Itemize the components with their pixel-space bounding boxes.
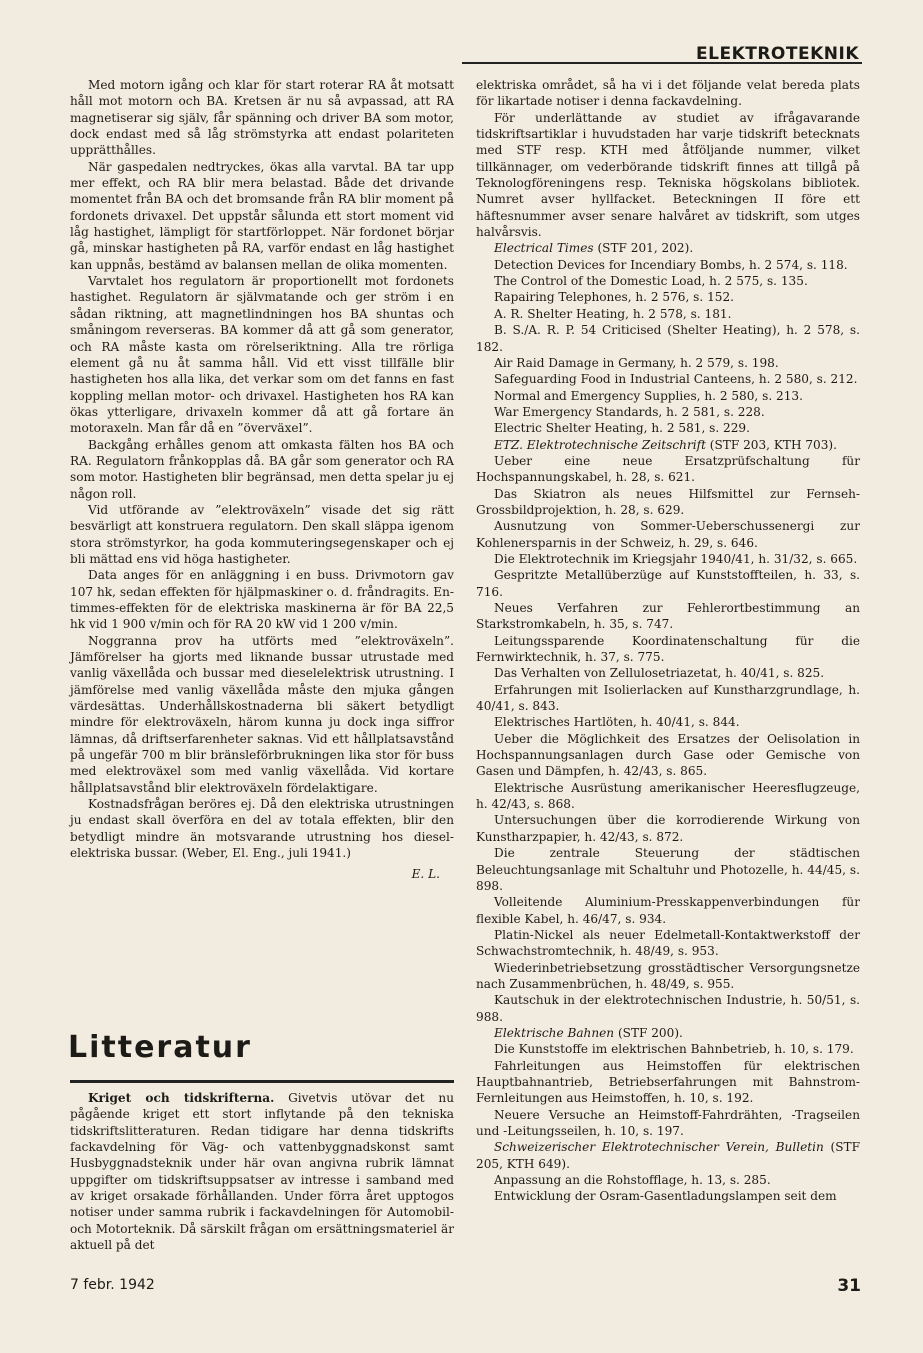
- article-entry: Das Skiatron als neues Hilfsmittel zur Fernseh-Grossbildprojektion, h. 28, s. 629.: [476, 486, 860, 517]
- literature-heading: Litteratur: [68, 1030, 252, 1065]
- article-column-right: [476, 77, 860, 1205]
- literature-text: Givetvis utövar det nu pågående kriget ett stort inflytande på den tekniska tidskriftslitteraturen. Redan tidigare har denna tidskrifts fackavdelning för Väg- och vattenbyggnadskonst samt Husbyggnadsteknik under här ovan angivna rubrik lämnat uppgifter om tidskriftsuppsatser av intresse i samband med av kriget orsakade förhållanden. Under förra året upptogos notiser under samma rubrik i fackavdelningen för Automobil- och Motorteknik. Då särskilt frågan om ersättningsmateriel är aktuell på det: [70, 1091, 454, 1253]
- journal-title: Schweizerischer Elektrotechnischer Verein, Bulletin: [494, 1140, 824, 1155]
- journal-code: (STF 201, 202).: [593, 241, 694, 256]
- article-entry: Das Verhalten von Zellulosetriazetat, h. 40/41, s. 825.: [494, 666, 825, 681]
- article-entry: Fahrleitungen aus Heimstoffen für elektrischen Hauptbahnantrieb, Betriebserfahrungen mit Bahnstrom-Fernleitungen aus Heimstoffen, h. 10, s. 192.: [476, 1058, 860, 1106]
- article-paragraph: Med motorn igång och klar för start roterar RA åt motsatt håll mot motorn och BA. Kretsen är nu så avpassad, att RA magnetiserar sig själv, får spänning och driver BA som motor, dock endast med så låg strömstyrka att endast polariteten upprätthålles.: [70, 78, 454, 158]
- literature-lead: Kriget och tidskrifterna.: [88, 1091, 275, 1105]
- literature-paragraph: [70, 1090, 454, 1253]
- article-paragraph: Noggranna prov ha utförts med ”elektroväxeln”. Jämförelser ha gjorts med liknande bussar utrustade med vanlig växellåda och bussar med dieselelektrisk utrustning. I jämförelse med vanlig växellåda måste den mjuka gången värdesättas. Underhållskostnaderna bli säkert betydligt mindre för elektroväxeln, härom kunna ju dock inga siffror lämnas, då driftserfarenheter saknas. Vid ett hållplatsavstånd på ungefär 700 m blir bränsleförbrukningen lika stor för buss med elektroväxel som med vanlig växellåda. Vid kortare hållplatsavstånd blir elektroväxeln fördelaktigare.: [70, 633, 454, 795]
- article-entry: Air Raid Damage in Germany, h. 2 579, s. 198.: [494, 355, 779, 370]
- article-entry: Ueber die Möglichkeit des Ersatzes der Oelisolation in Hochspannungsanlagen durch Gase oder Gemische von Gasen und Dämpfen, h. 42/43, s. 865.: [476, 731, 860, 779]
- article-paragraph: Backgång erhålles genom att omkasta fälten hos BA och RA. Regulatorn frånkopplas då. BA går som generator och RA som motor. Hastigheten blir begränsad, men detta spelar ju ej någon roll.: [70, 437, 454, 501]
- article-paragraph: När gaspedalen nedtryckes, ökas alla varvtal. BA tar upp mer effekt, och RA blir mera belastad. Både det drivande momentet från BA och det bromsande från RA blir moment på fordonets drivaxel. Det uppstår sålunda ett stort moment vid låg hastighet, lämpligt för startförloppet. När fordonet börjar gå, minskar hastigheten på RA, varför endast en låg hastighet kan uppnås, bestämd av balansen mellan de olika momenten.: [70, 159, 454, 272]
- article-entry: Gespritzte Metallüberzüge auf Kunststoffteilen, h. 33, s. 716.: [476, 568, 860, 599]
- journal-source: [476, 437, 860, 453]
- article-entry: Untersuchungen über die korrodierende Wirkung von Kunstharzpapier, h. 42/43, s. 872.: [476, 813, 860, 844]
- article-entry: Anpassung an die Rohstofflage, h. 13, s. 285.: [494, 1173, 771, 1188]
- journal-code: (STF 200).: [614, 1025, 683, 1040]
- article-entry: Normal and Emergency Supplies, h. 2 580, s. 213.: [494, 388, 803, 403]
- journal-source: [476, 1025, 860, 1041]
- journal-code: (STF 203, KTH 703).: [705, 437, 837, 452]
- issue-date: 7 febr. 1942: [70, 1277, 155, 1293]
- article-entry: Wiederinbetriebsetzung grosstädtischer Versorgungsnetze nach Zusammenbrüchen, h. 48/49, s. 955.: [476, 960, 860, 991]
- article-entry: Ausnutzung von Sommer-Ueberschussenergi zur Kohlenersparnis in der Schweiz, h. 29, s. 646.: [476, 519, 860, 550]
- literature-rule: [70, 1080, 454, 1083]
- literature-column: [70, 1090, 454, 1253]
- journal-source: [476, 1139, 860, 1172]
- article-entry: A. R. Shelter Heating, h. 2 578, s. 181.: [494, 306, 732, 321]
- page-number: 31: [837, 1276, 861, 1296]
- intro-paragraph: elektriska området, så ha vi i det följande velat bereda plats för likartade notiser i denna fackavdelning.: [476, 78, 860, 109]
- article-column-left: [70, 77, 454, 882]
- article-entry: Kautschuk in der elektrotechnischen Industrie, h. 50/51, s. 988.: [476, 993, 860, 1024]
- article-entry: The Control of the Domestic Load, h. 2 575, s. 135.: [494, 274, 808, 289]
- article-entry: Die Elektrotechnik im Kriegsjahr 1940/41, h. 31/32, s. 665.: [494, 551, 858, 566]
- article-entry: Electric Shelter Heating, h. 2 581, s. 229.: [494, 421, 750, 436]
- article-paragraph: Kostnadsfrågan beröres ej. Då den elektriska utrustningen ju endast skall överföra en del av totala effekten, blir den betydligt mindre än motsvarande utrustning hos diesel-elektriska bussar. (Weber, El. Eng., juli 1941.): [70, 797, 454, 861]
- article-paragraph: Data anges för en anläggning i en buss. Drivmotorn gav 107 hk, sedan effekten för hjälpmaskiner o. d. fråndragits. En-timmes-effekten för de elektriska maskinerna är för BA 22,5 hk vid 1 900 v/min och för RA 20 kW vid 1 200 v/min.: [70, 568, 454, 632]
- article-entry: Rapairing Telephones, h. 2 576, s. 152.: [494, 290, 735, 305]
- journal-sections: [476, 240, 860, 1204]
- article-entry: Elektrische Ausrüstung amerikanischer Heeresflugzeuge, h. 42/43, s. 868.: [476, 780, 860, 812]
- article-paragraph: Varvtalet hos regulatorn är proportionellt mot fordonets hastighet. Regulatorn är självmatande och ger ström i en sådan riktning, att magnetlindningen hos BA shuntas och småningom reverseras. BA kommer då att gå som generator, och RA måste kasta om rörelseriktning. Alla tre rörliga element gå nu åt samma håll. Vid ett visst tillfälle blir hastigheten hos alla lika, det verkar som om det fanns en fast koppling mellan motor- och drivaxel. Hastigheten hos RA kan ökas ytterligare, drivaxeln kommer då att gå fortare än motoraxeln. Man får då en ”överväxel”.: [70, 274, 454, 436]
- journal-source: [476, 240, 860, 256]
- journal-title: Electrical Times: [494, 241, 594, 256]
- article-entry: Leitungssparende Koordinatenschaltung für die Fernwirktechnik, h. 37, s. 775.: [476, 633, 860, 665]
- journal-title: Elektrische Bahnen: [494, 1025, 615, 1040]
- article-entry: Die zentrale Steuerung der städtischen Beleuchtungsanlage mit Schaltuhr und Photozelle, h. 44/45, s. 898.: [476, 846, 860, 893]
- article-entry: Safeguarding Food in Industrial Canteens, h. 2 580, s. 212.: [494, 372, 858, 387]
- header-rule: [462, 62, 862, 64]
- article-entry: Erfahrungen mit Isolierlacken auf Kunstharzgrundlage, h. 40/41, s. 843.: [476, 682, 860, 714]
- article-entry: Volleitende Aluminium-Presskappenverbindungen für flexible Kabel, h. 46/47, s. 934.: [476, 895, 860, 926]
- section-header: ELEKTROTEKNIK: [696, 44, 859, 64]
- intro-paragraph: För underlättande av studiet av ifrågavarande tidskriftsartiklar i huvudstaden har varje tidskrift betecknats med STF resp. KTH med åtföljande nummer, vilket tillkännager, om vederbörande tidskrift finnes att tillgå på Teknologföreningens resp. Tekniska högskolans bibliotek. Numret avser hyllfacket. Beteckningen II före ett häftesnummer avser senare halvåret av tidskrift, som utges halvårsvis.: [476, 110, 860, 240]
- author-signature: E. L.: [411, 866, 440, 881]
- journal-code: (STF 205, KTH 649).: [476, 1140, 860, 1171]
- article-entry: Detection Devices for Incendiary Bombs, h. 2 574, s. 118.: [494, 257, 848, 272]
- article-entry: Neuere Versuche an Heimstoff-Fahrdrähten, -Tragseilen und -Leitungsseilen, h. 10, s. 197.: [476, 1107, 860, 1138]
- article-entry: Entwicklung der Osram-Gasentladungslampen seit dem: [494, 1189, 837, 1204]
- article-entry: Ueber eine neue Ersatzprüfschaltung für Hochspannungskabel, h. 28, s. 621.: [476, 453, 860, 485]
- article-entry: War Emergency Standards, h. 2 581, s. 228.: [494, 404, 765, 419]
- journal-title: ETZ. Elektrotechnische Zeitschrift: [494, 437, 706, 452]
- article-entry: Neues Verfahren zur Fehlerortbestimmung an Starkstromkabeln, h. 35, s. 747.: [476, 601, 860, 632]
- article-entry: Platin-Nickel als neuer Edelmetall-Kontaktwerkstoff der Schwachstromtechnik, h. 48/49, s. 953.: [476, 927, 860, 959]
- article-entry: B. S./A. R. P. 54 Criticised (Shelter Heating), h. 2 578, s. 182.: [476, 323, 860, 354]
- article-entry: Die Kunststoffe im elektrischen Bahnbetrieb, h. 10, s. 179.: [494, 1042, 854, 1057]
- article-entry: Elektrisches Hartlöten, h. 40/41, s. 844.: [494, 715, 740, 730]
- article-paragraph: Vid utförande av ”elektroväxeln” visade det sig rätt besvärligt att konstruera regulatorn. Den skall släppa igenom stora strömstyrkor, ha goda kommuteringsegenskaper och ej bli mättad ens vid höga hastigheter.: [70, 502, 454, 566]
